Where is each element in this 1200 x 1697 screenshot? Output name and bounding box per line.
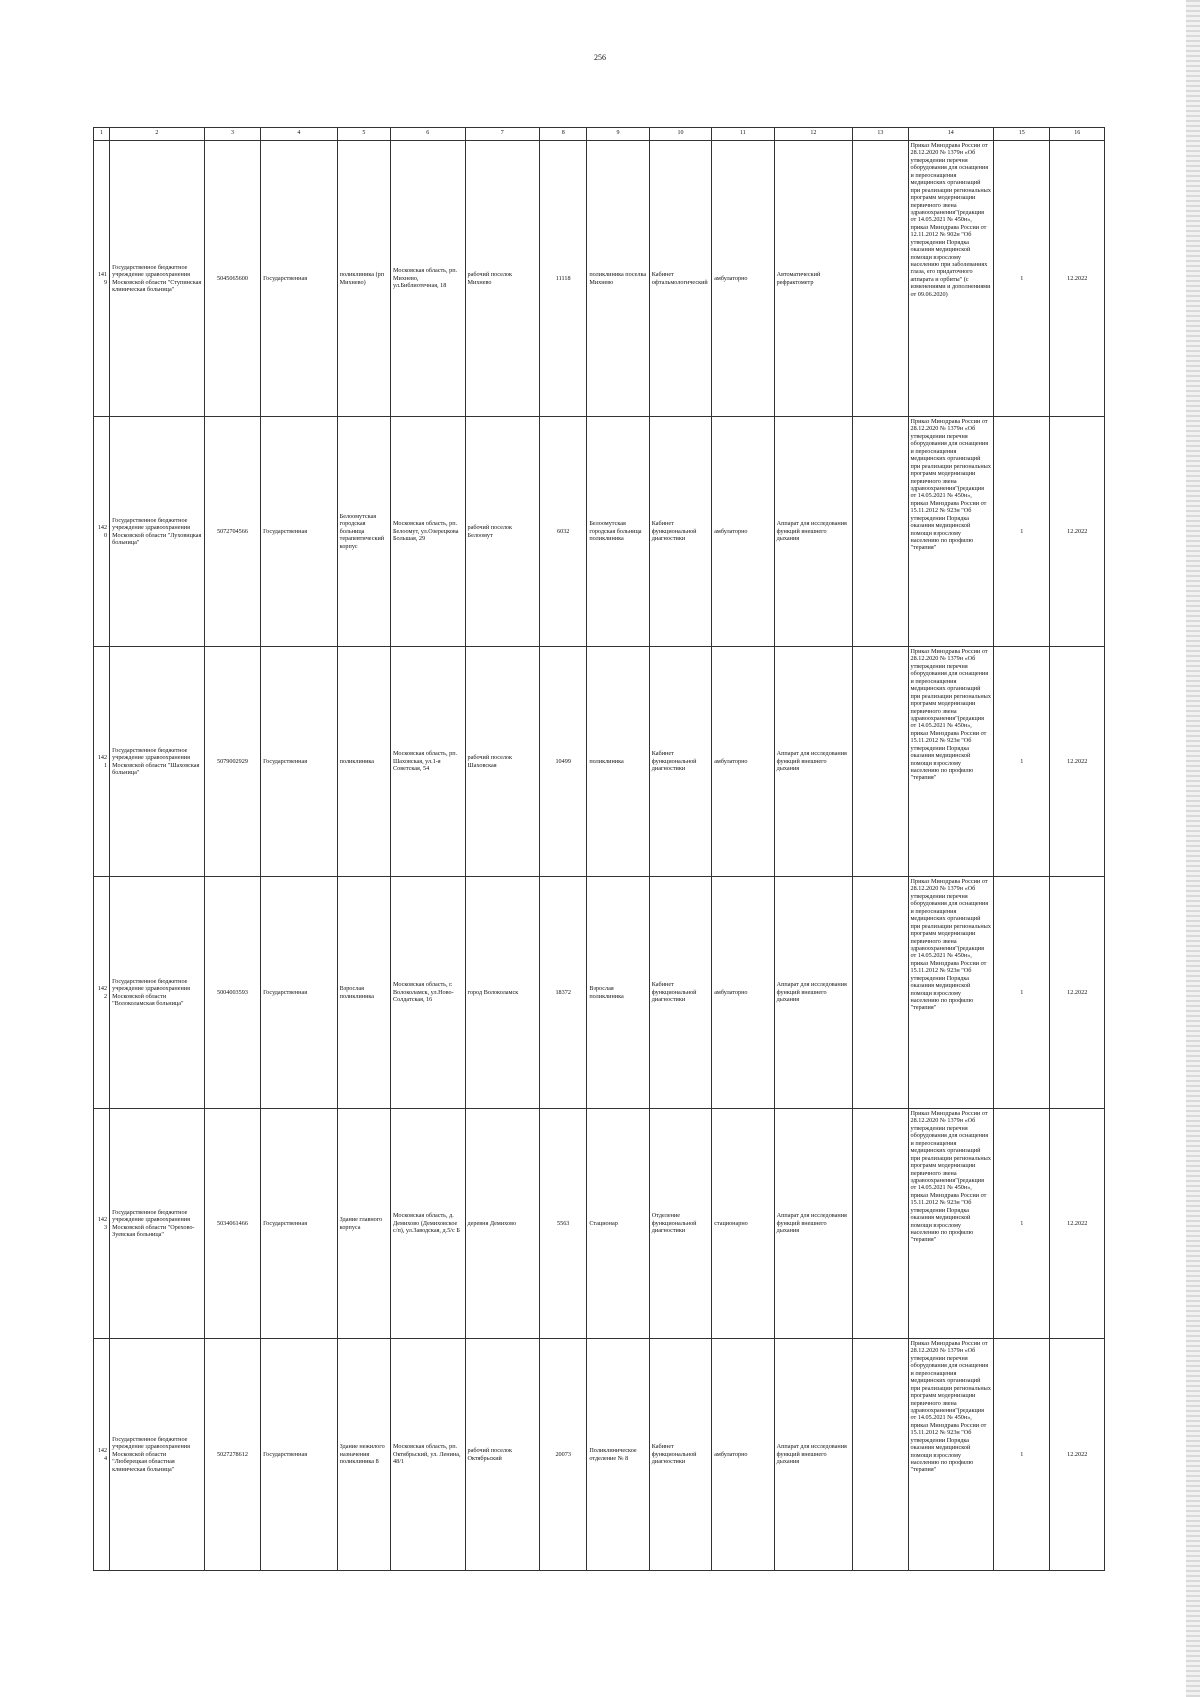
legal-basis: Приказ Минздрава России от 28.12.2020 № 1379н «Об утверждении перечня оборудования для оснащения и переоснащения медицинских организаций при реализации региональных программ модернизации первичного звена здравоохранения"(редакция от 14.05.2021 № 450н», приказ Минздрава России от 15.11.2012 № 923н "Об утверждении Порядка оказания медицинской помощи взрослому населению по профилю "терапия" [908,1109,994,1339]
population: 6032 [540,417,587,647]
inn: 5079002929 [204,647,260,877]
address: Московская область, рп. Михнево, ул.Библиотечная, 18 [391,141,466,417]
row-number: 1423 [94,1109,110,1339]
quantity: 1 [994,1109,1050,1339]
care-condition: амбулаторно [712,877,774,1109]
legal-basis: Приказ Минздрава России от 28.12.2020 № 1379н «Об утверждении перечня оборудования для оснащения и переоснащения медицинских организаций при реализации региональных программ модернизации первичного звена здравоохранения"(редакция от 14.05.2021 № 450н», приказ Минздрава России от 15.11.2012 № 923н "Об утверждении Порядка оказания медицинской помощи взрослому населению по профилю "терапия" [908,877,994,1109]
inn: 5004003593 [204,877,260,1109]
structural-unit: Поликлиническое отделение № 8 [587,1339,649,1571]
building-name: Здание нежилого назначения поликлиника 8 [337,1339,390,1571]
population: 10499 [540,647,587,877]
empty-cell [853,141,908,417]
empty-cell [853,877,908,1109]
column-header: 7 [465,128,540,141]
structural-unit: поликлиника поселка Михнево [587,141,649,417]
building-name: поликлиника [337,647,390,877]
structural-unit: Стационар [587,1109,649,1339]
building-name: Белоомутская городская больница терапевтический корпус [337,417,390,647]
inn: 5034061466 [204,1109,260,1339]
organization-name: Государственное бюджетное учреждение здравоохранения Московской области "Луховицкая больница" [110,417,205,647]
structural-unit: поликлиника [587,647,649,877]
ownership-form: Государственная [261,1109,338,1339]
row-number: 1421 [94,647,110,877]
quantity: 1 [994,1339,1050,1571]
empty-cell [853,1339,908,1571]
column-header: 10 [649,128,711,141]
table-row [94,647,1105,877]
column-header: 16 [1050,128,1105,141]
room: Кабинет функциональной диагностики [649,647,711,877]
care-condition: стационарно [712,1109,774,1339]
column-header: 13 [853,128,908,141]
legal-basis: Приказ Минздрава России от 28.12.2020 № 1379н «Об утверждении перечня оборудования для оснащения и переоснащения медицинских организаций при реализации региональных программ модернизации первичного звена здравоохранения"(редакция от 14.05.2021 № 450н», приказ Минздрава России от 12.11.2012 № 902н "Об утверждении Порядка оказания медицинской помощи взрослому населению при заболеваниях глаза, его придаточного аппарата и орбиты" (с изменениями и дополнениями от 09.06.2020) [908,141,994,417]
equipment-name: Аппарат для исследования функций внешнего дыхания [774,1109,853,1339]
column-header: 15 [994,128,1050,141]
equipment-name: Аппарат для исследования функций внешнего дыхания [774,647,853,877]
column-header: 1 [94,128,110,141]
column-header: 12 [774,128,853,141]
empty-cell [853,417,908,647]
population: 20073 [540,1339,587,1571]
organization-name: Государственное бюджетное учреждение здравоохранения Московской области "Шаховская больница" [110,647,205,877]
legal-basis: Приказ Минздрава России от 28.12.2020 № 1379н «Об утверждении перечня оборудования для оснащения и переоснащения медицинских организаций при реализации региональных программ модернизации первичного звена здравоохранения"(редакция от 14.05.2021 № 450н», приказ Минздрава России от 15.11.2012 № 923н "Об утверждении Порядка оказания медицинской помощи взрослому населению по профилю "терапия" [908,417,994,647]
ownership-form: Государственная [261,141,338,417]
address: Московская область, рп. Октябрьский, ул. Ленина, 48/1 [391,1339,466,1571]
address: Московская область, рп. Шаховская, ул.1-я Советская, 54 [391,647,466,877]
care-condition: амбулаторно [712,141,774,417]
table-row [94,141,1105,417]
population: 5563 [540,1109,587,1339]
quantity: 1 [994,877,1050,1109]
equipment-name: Автоматический рефрактометр [774,141,853,417]
room: Кабинет функциональной диагностики [649,877,711,1109]
building-name: Здание главного корпуса [337,1109,390,1339]
scan-edge-border [1186,0,1200,1697]
organization-name: Государственное бюджетное учреждение здравоохранения Московской области "Люберецкая областная клиническая больница" [110,1339,205,1571]
legal-basis: Приказ Минздрава России от 28.12.2020 № 1379н «Об утверждении перечня оборудования для оснащения и переоснащения медицинских организаций при реализации региональных программ модернизации первичного звена здравоохранения"(редакция от 14.05.2021 № 450н», приказ Минздрава России от 15.11.2012 № 923н "Об утверждении Порядка оказания медицинской помощи взрослому населению по профилю "терапия" [908,1339,994,1571]
room: Кабинет функциональной диагностики [649,1339,711,1571]
equipment-name: Аппарат для исследования функций внешнего дыхания [774,1339,853,1571]
inn: 5045065600 [204,141,260,417]
organization-name: Государственное бюджетное учреждение здравоохранения Московской области "Орехово-Зуевская больница" [110,1109,205,1339]
table-row [94,417,1105,647]
column-header: 14 [908,128,994,141]
ownership-form: Государственная [261,1339,338,1571]
building-name: поликлиника (рп Михнево) [337,141,390,417]
delivery-date: 12.2022 [1050,877,1105,1109]
address: Московская область, рп. Белоомут, ул.Озерецкова Большая, 29 [391,417,466,647]
row-number: 1424 [94,1339,110,1571]
inn: 5027278612 [204,1339,260,1571]
table-row [94,1339,1105,1571]
locality: город Волоколамск [465,877,540,1109]
building-name: Взрослая поликлиника [337,877,390,1109]
room: Отделение функциональной диагностики [649,1109,711,1339]
empty-cell [853,647,908,877]
column-header: 4 [261,128,338,141]
locality: рабочий поселок Октябрьский [465,1339,540,1571]
room: Кабинет функциональной диагностики [649,417,711,647]
locality: рабочий поселок Шаховская [465,647,540,877]
care-condition: амбулаторно [712,1339,774,1571]
locality: рабочий поселок Михнево [465,141,540,417]
address: Московская область, г. Волоколамск, ул.Ново-Солдатская, 16 [391,877,466,1109]
delivery-date: 12.2022 [1050,1109,1105,1339]
room: Кабинет офтальмологический [649,141,711,417]
locality: деревня Демихово [465,1109,540,1339]
population: 18372 [540,877,587,1109]
page-number: 256 [594,53,606,62]
column-header: 3 [204,128,260,141]
quantity: 1 [994,417,1050,647]
equipment-name: Аппарат для исследования функций внешнего дыхания [774,417,853,647]
organization-name: Государственное бюджетное учреждение здравоохранения Московской области "Ступинская клиническая больница" [110,141,205,417]
ownership-form: Государственная [261,877,338,1109]
column-header: 5 [337,128,390,141]
row-number: 1419 [94,141,110,417]
delivery-date: 12.2022 [1050,647,1105,877]
address: Московская область, д. Демихово (Демиховское с/п), ул.Заводская, д.5/c Б [391,1109,466,1339]
quantity: 1 [994,647,1050,877]
locality: рабочий поселок Белоомут [465,417,540,647]
legal-basis: Приказ Минздрава России от 28.12.2020 № 1379н «Об утверждении перечня оборудования для оснащения и переоснащения медицинских организаций при реализации региональных программ модернизации первичного звена здравоохранения"(редакция от 14.05.2021 № 450н», приказ Минздрава России от 15.11.2012 № 923н "Об утверждении Порядка оказания медицинской помощи взрослому населению по профилю "терапия" [908,647,994,877]
row-number: 1420 [94,417,110,647]
equipment-name: Аппарат для исследования функций внешнего дыхания [774,877,853,1109]
empty-cell [853,1109,908,1339]
row-number: 1422 [94,877,110,1109]
organization-name: Государственное бюджетное учреждение здравоохранения Московской области "Волоколамская больница" [110,877,205,1109]
structural-unit: Белоомутская городская больница поликлиника [587,417,649,647]
quantity: 1 [994,141,1050,417]
care-condition: амбулаторно [712,647,774,877]
ownership-form: Государственная [261,647,338,877]
population: 11118 [540,141,587,417]
column-header: 11 [712,128,774,141]
table-row [94,1109,1105,1339]
care-condition: амбулаторно [712,417,774,647]
column-header: 2 [110,128,205,141]
column-header: 9 [587,128,649,141]
column-number-header [94,128,1105,141]
delivery-date: 12.2022 [1050,141,1105,417]
ownership-form: Государственная [261,417,338,647]
equipment-registry-table [93,127,1105,1571]
delivery-date: 12.2022 [1050,417,1105,647]
column-header: 6 [391,128,466,141]
structural-unit: Взрослая поликлиника [587,877,649,1109]
delivery-date: 12.2022 [1050,1339,1105,1571]
column-header: 8 [540,128,587,141]
inn: 5072704566 [204,417,260,647]
table-row [94,877,1105,1109]
